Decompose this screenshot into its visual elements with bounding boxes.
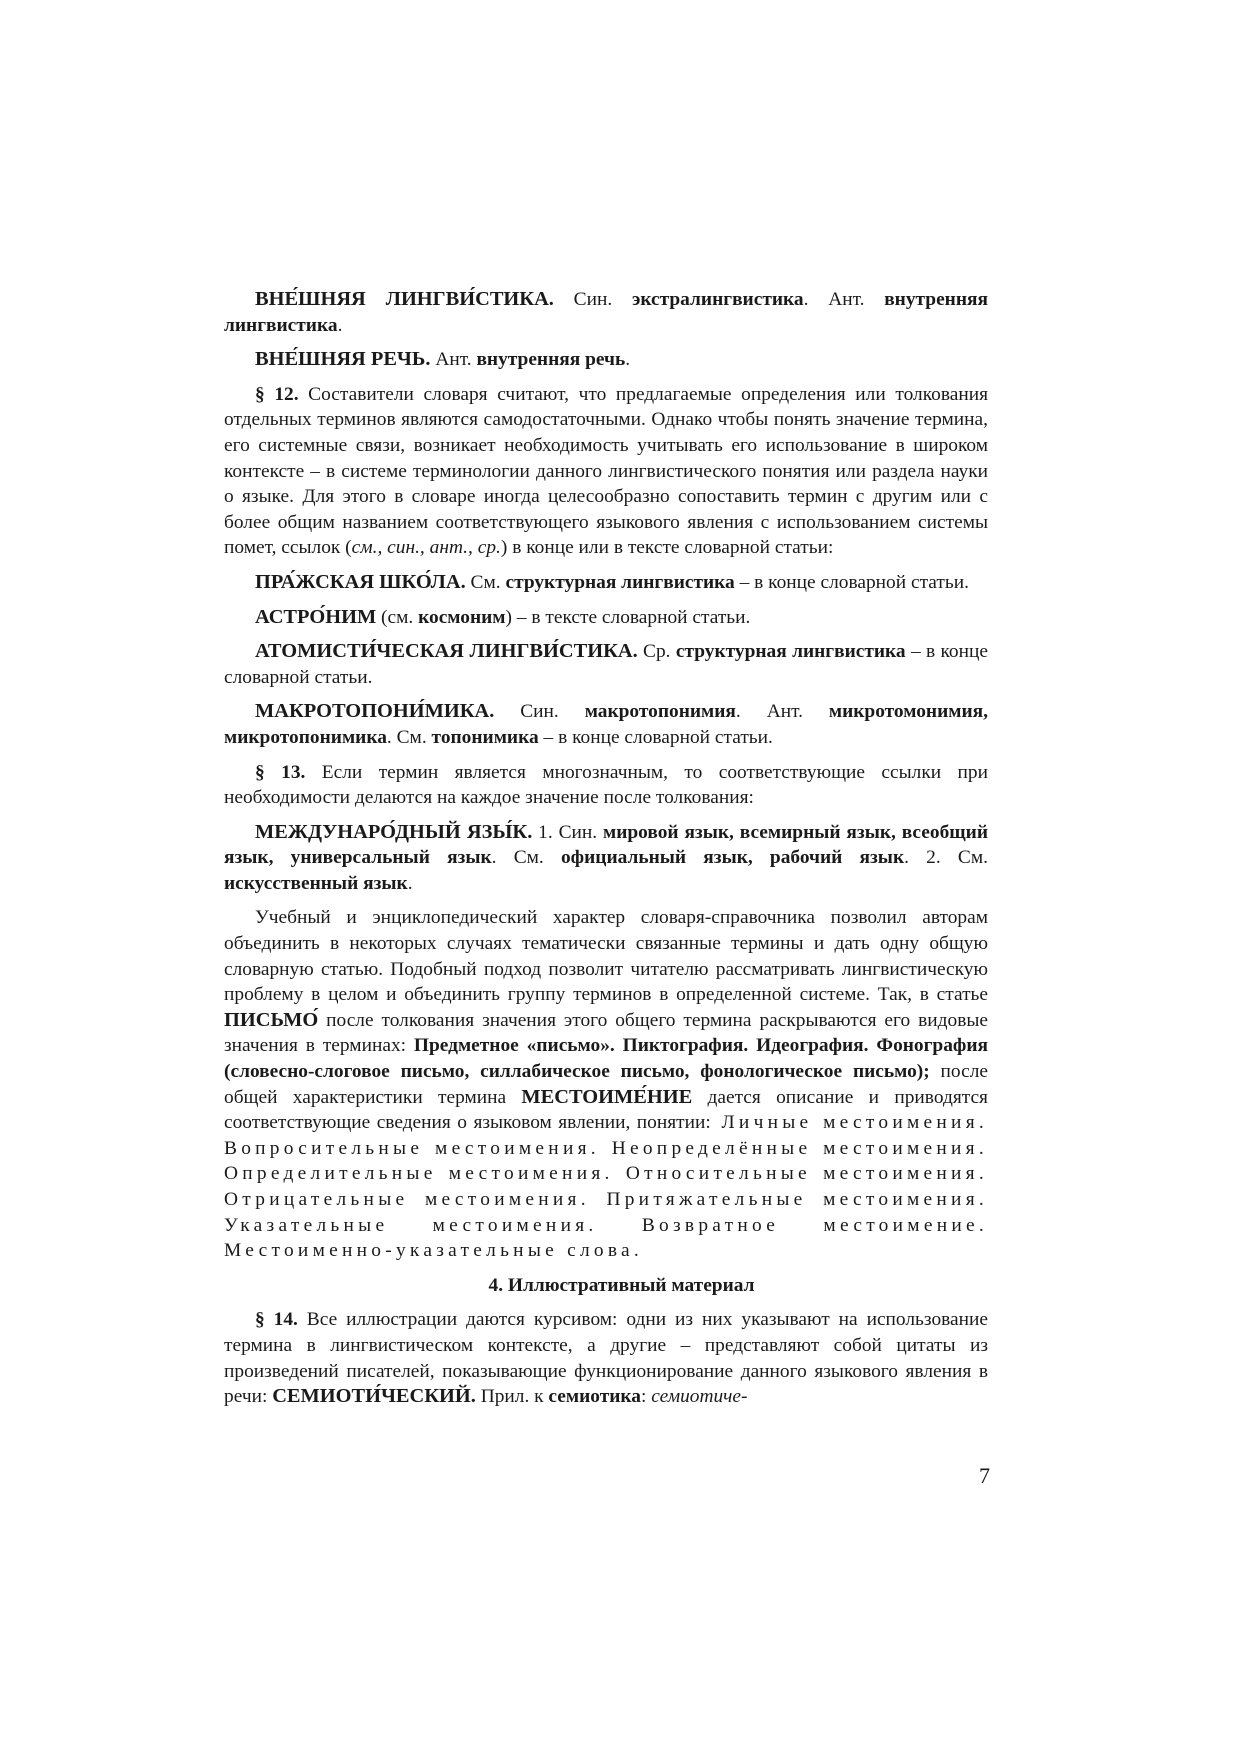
cross-ref: космоним xyxy=(418,606,506,628)
label: Ант. xyxy=(828,289,865,310)
antonym-ref: внутренняя лингвистика xyxy=(224,289,989,336)
cross-ref: официальный язык, рабочий язык xyxy=(560,847,905,869)
cross-ref: искусственный язык xyxy=(224,872,408,894)
entry-mezhdunarodny-yazyk: МЕЖДУНАРО́ДНЫЙ ЯЗЫ́К. 1. Син. мировой язык, всемирный язык, всеобщий язык, универсальный язык. См. официальный язык, рабочий язык. 2. См. искусственный язык. xyxy=(224,820,988,894)
label: 1. Син. xyxy=(538,821,598,843)
spaced-term-list: Личные местоимения. Вопросительные местоимения. Неопределённые местоимения. Определительные местоимения. Относительные местоимения. Отрицательные местоимения. Притяжательные местоимения. Указательные местоимения. Возвратное местоимение. Местоименно-указательные слова. xyxy=(224,1112,988,1262)
synonym-ref: мировой язык, всемирный язык, всеобщий язык, универсальный язык xyxy=(224,821,988,869)
page-number: 7 xyxy=(979,1463,990,1488)
body-text: Если термин является многозначным, то соответствующие ссылки при необходимости делаются на каждое значение после толкования: xyxy=(224,761,988,809)
antonym-ref: внутренняя речь xyxy=(476,349,626,371)
punct: . xyxy=(337,314,343,336)
paragraph-14 xyxy=(224,1307,988,1409)
label: 2. См. xyxy=(926,847,988,869)
punct: . xyxy=(625,349,631,371)
entry-vneshnyaya-lingvistika: ВНЕ́ШНЯЯ ЛИНГВИ́СТИКА. Син. экстралингвистика. Ант. внутренняя лингвистика. xyxy=(224,288,989,336)
headword: МЕЖДУНАРО́ДНЫЙ ЯЗЫ́К. xyxy=(255,820,533,843)
label: (см. xyxy=(376,606,419,628)
label: Прил. к xyxy=(475,1386,549,1408)
label: Ант. xyxy=(435,349,472,371)
body-text: после толкования значения этого общего термина раскрываются его видовые значения в терминах: xyxy=(224,1009,988,1057)
section-number: § 14. xyxy=(255,1309,298,1331)
synonym-ref: макротопонимия xyxy=(584,701,736,723)
headword: ПИСЬМО́ xyxy=(224,1008,319,1031)
label: Син. xyxy=(573,289,613,310)
entry-atomisticheskaya xyxy=(224,639,988,690)
body-text: – в конце словарной статьи. xyxy=(224,641,988,688)
punct: : xyxy=(640,1386,652,1408)
label: См. xyxy=(396,726,427,748)
body-text: Учебный и энциклопедический характер словаря-справочника позволил авторам объединить в некоторых случаях тематически связанные термины и дать одну общую словарную статью. Подобный подход позволит читателю рассматривать лингвистическую проблему в целом и объединить группу терминов в определенной системе. Так, в статье xyxy=(224,907,988,1006)
headword: МЕСТОИМЕ́НИЕ xyxy=(521,1085,693,1108)
body-text: дается описание и приводятся соответствующие сведения о языковом явлении, понятии: xyxy=(224,1086,988,1134)
headword: МАКРОТОПОНИ́МИКА. xyxy=(255,700,495,723)
antonym-ref: микротомонимия, микротопонимика xyxy=(224,701,988,748)
paragraph-uchebny xyxy=(224,905,988,1263)
punct: . xyxy=(407,872,413,894)
entry-prazhskaya-shkola xyxy=(224,570,988,596)
entry-astronim xyxy=(224,605,988,631)
marks-list: см., син., ант., ср. xyxy=(351,537,501,559)
section-number: § 13. xyxy=(255,761,306,783)
paragraph-13 xyxy=(224,760,988,811)
section-number: § 12. xyxy=(255,383,299,405)
headword: ВНЕ́ШНЯЯ РЕЧЬ. xyxy=(255,348,431,371)
cross-ref: структурная лингвистика xyxy=(505,571,735,593)
body-text: – в конце словарной статьи. xyxy=(734,571,969,593)
label: Ср. xyxy=(643,641,671,663)
headword: ПРА́ЖСКАЯ ШКО́ЛА. xyxy=(255,570,466,593)
cross-ref: структурная лингвистика xyxy=(675,641,906,663)
paragraph-12 xyxy=(224,382,988,561)
cross-ref: топонимика xyxy=(431,726,539,748)
body-text: Все иллюстрации даются курсивом: одни из них указывают на использование термина в лингвистическом контексте, а другие – представляют собой цитаты из произведений писателей, показывающие функционирование данного языкового явления в речи: xyxy=(224,1309,988,1408)
label: Ант. xyxy=(766,701,803,723)
entry-makrotoponimika: МАКРОТОПОНИ́МИКА. Син. макротопонимия. Ант. микротомонимия, микротопонимика. См. топонимика – в конце словарной статьи. xyxy=(224,700,988,748)
cross-ref: семиотика xyxy=(548,1386,641,1408)
headword: АСТРО́НИМ xyxy=(255,605,377,628)
body-text: – в конце словарной статьи. xyxy=(538,726,773,748)
example-text: семиотиче- xyxy=(651,1386,748,1408)
body-text: после общей характеристики термина xyxy=(224,1061,989,1108)
headword: АТОМИСТИ́ЧЕСКАЯ ЛИНГВИ́СТИКА. xyxy=(255,640,638,663)
section-heading: 4. Иллюстративный материал xyxy=(488,1274,755,1296)
headword: СЕМИОТИ́ЧЕСКИЙ. xyxy=(272,1385,476,1408)
term-list: Предметное «письмо». Пиктография. Идеография. Фонография (словесно-слоговое письмо, силлабическое письмо, фонологическое письмо); xyxy=(224,1035,988,1083)
entry-vneshnyaya-rech xyxy=(224,347,988,373)
label: См. xyxy=(470,571,501,593)
body-text: ) – в тексте словарной статьи. xyxy=(505,606,751,628)
label: См. xyxy=(513,847,544,869)
body-text: Составители словаря считают, что предлагаемые определения или толкования отдельных терминов являются самодостаточными. Однако чтобы понять значение термина, его системные связи, возникает необходимость учитывать его использование в широком контексте – в системе терминологии данного лингвистического понятия или раздела науки о языке. Для этого в словаре иногда целесообразно сопоставить термин с другим или с более общим названием соответствующего языкового явления с использованием системы помет, ссылок ( xyxy=(224,383,988,559)
label: Син. xyxy=(520,701,559,723)
headword: ВНЕ́ШНЯЯ ЛИНГВИ́СТИКА. xyxy=(255,288,554,310)
page-text xyxy=(224,287,988,1419)
synonym-ref: экстралингвистика xyxy=(631,289,804,310)
body-text: ) в конце или в тексте словарной статьи: xyxy=(500,537,834,559)
